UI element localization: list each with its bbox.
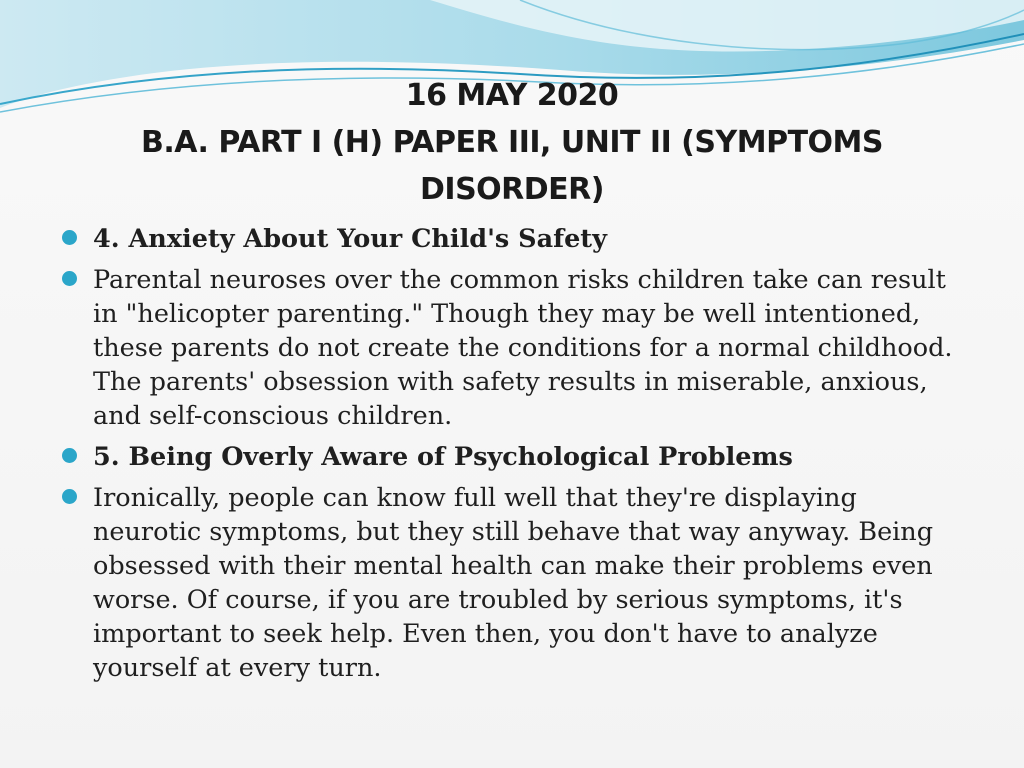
bullet-icon [62, 448, 77, 463]
bullet-icon [62, 230, 77, 245]
list-item-heading: 4. Anxiety About Your Child's Safety [93, 224, 607, 254]
bullet-icon [62, 489, 77, 504]
list-item [62, 263, 962, 433]
list-item [62, 481, 962, 685]
title-date: 16 MAY 2020 [405, 78, 619, 113]
title-topic: DISORDER) [420, 172, 604, 207]
title-course: B.A. PART I (H) PAPER III, UNIT II (SYMPTOMS [141, 125, 883, 160]
list-item-heading: 5. Being Overly Aware of Psychological Problems [93, 442, 793, 472]
slide-title [100, 72, 924, 213]
list-item-text: Ironically, people can know full well that they're displaying neurotic symptoms, but they still behave that way anyway. Being obsessed with their mental health can make their problems even worse. Of course, if you are troubled by serious symptoms, it's important to seek help. Even then, you don't have to analyze yourself at every turn. [93, 483, 934, 683]
bullet-icon [62, 271, 77, 286]
list-item-text: Parental neuroses over the common risks children take can result in "helicopter parenting." Though they may be well intentioned, these parents do not create the conditions for a normal childhood. The parents' obsession with safety results in miserable, anxious, and self-conscious children. [93, 265, 953, 431]
list-item [62, 440, 962, 474]
list-item [62, 222, 962, 256]
bullet-list [62, 222, 962, 692]
